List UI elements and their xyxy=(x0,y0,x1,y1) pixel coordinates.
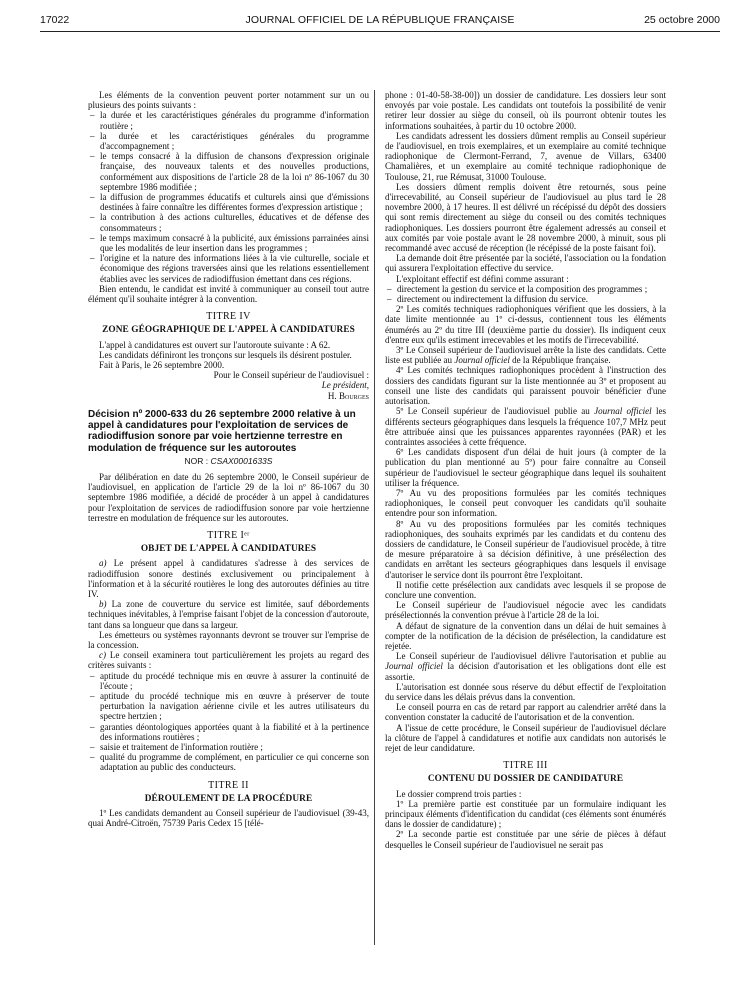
section-subtitle: ZONE GÉOGRAPHIQUE DE L'APPEL À CANDIDATURES xyxy=(102,325,355,336)
signature-place-date: Fait à Paris, le 26 septembre 2000. xyxy=(99,360,225,371)
section-title: TITRE IV xyxy=(206,311,251,323)
paragraph: L'appel à candidatures est ouvert sur l'autoroute suivante : A 62. xyxy=(99,339,331,350)
right-column xyxy=(385,90,666,850)
decision-title: Décision nº 2000-633 du 26 septembre 2000 relative à un appel à candidatures pour l'exploitation de services de radiodiffusion sonore par voie hertzienne terrestre en modulation de fréquence sur les autoroutes xyxy=(88,408,356,454)
paragraph: 2º La seconde partie est constituée par une série de pièces à défaut desquelles le Conseil supérieur de l'audiovisuel ne serait pas xyxy=(385,829,666,850)
paragraph: A l'issue de cette procédure, le Conseil supérieur de l'audiovisuel déclare la clôture de l'appel à candidatures et notifie aux candidats non autorisés le rejet de leur candidature. xyxy=(385,722,666,753)
section-subtitle: CONTENU DU DOSSIER DE CANDIDATURE xyxy=(427,774,624,785)
section-subtitle: DÉROULEMENT DE LA PROCÉDURE xyxy=(144,793,313,804)
column-divider xyxy=(374,90,375,945)
list-item: – directement ou indirectement la diffusion du service. xyxy=(385,294,666,304)
journal-title: JOURNAL OFFICIEL DE LA RÉPUBLIQUE FRANÇAISE xyxy=(245,14,515,26)
left-column xyxy=(88,90,369,828)
paragraph: Bien entendu, le candidat est invité à communiquer au conseil tout autre élément qu'il souhaite intégrer à la convention. xyxy=(88,283,369,305)
criteria-list xyxy=(88,671,369,773)
issue-date: 25 octobre 2000 xyxy=(644,14,720,26)
section-subtitle: OBJET DE L'APPEL À CANDIDATURES xyxy=(140,544,317,555)
paragraph: c) Le conseil examinera tout particulièrement les projets au regard des critères suivants : xyxy=(88,650,369,671)
paragraph: Les candidats adressent les dossiers dûment remplis au Conseil supérieur de l'audiovisuel, en trois exemplaires, et un exemplaire au comité technique radiophonique de Clermont-Ferrand, 7, avenue de Villars, 63400 Chamalières, et un exemplaire au comité technique radiophonique de Toulouse, 21, rue Rémusat, 31000 Toulouse. xyxy=(385,130,666,182)
paragraph: L'exploitant effectif est défini comme assurant : xyxy=(396,273,569,284)
decision-preamble: Par délibération en date du 26 septembre 2000, le Conseil supérieur de l'audiovisuel, en application de l'article 29 de la loi nº 86-1067 du 30 septembre 1986 modifiée, a décidé de procéder à un appel à candidatures pour l'exploitation de services de radiodiffusion sonore par voie hertzienne terrestre en modulation de fréquence sur les autoroutes. xyxy=(88,471,369,523)
paragraph: 5º Le Conseil supérieur de l'audiovisuel publie au Journal officiel les différents secteurs géographiques dans lesquels la fréquence 107,7 MHz peut être attribuée ainsi que les puissances apparentes rayonnées (PAR) et les contraintes associées à cette fréquence. xyxy=(385,406,667,447)
signature-role: Le président, xyxy=(321,380,369,391)
list-item: – aptitude du procédé technique mis en œuvre à assurer la continuité de l'écoute ; xyxy=(88,671,369,691)
paragraph: 8º Au vu des propositions formulées par les comités techniques radiophoniques, des souhaits exprimés par les candidats et du contenu des dossiers de candidature, le Conseil supérieur de l'audiovisuel procède, à titre de mesure préparatoire à sa décision définitive, à une présélection des candidats en arrêtant les secteurs géographiques dans lesquels il envisage d'autoriser le service dont ils pourront être l'exploitant. xyxy=(385,518,666,580)
paragraph: 6º Les candidats disposent d'un délai de huit jours (à compter de la publication du plan mentionné au 5º) pour faire connaître au Conseil supérieur de l'audiovisuel le secteur géographique dans lequel ils souhaitent utiliser la fréquence. xyxy=(385,447,666,488)
page-header xyxy=(40,14,720,30)
paragraph: Le Conseil supérieur de l'audiovisuel négocie avec les candidats présélectionnés la convention prévue à l'article 28 de la loi. xyxy=(385,600,666,621)
paragraph: L'autorisation est donnée sous réserve du début effectif de l'exploitation du service dans les délais prévus dans la convention. xyxy=(385,681,666,702)
list-item: – la durée et les caractéristiques générales du programme d'accompagnement ; xyxy=(88,131,369,151)
list-item: – le temps maximum consacré à la publicité, aux émissions parrainées ainsi que les modalités de leur insertion dans les programmes ; xyxy=(88,233,369,253)
paragraph: Les émetteurs ou systèmes rayonnants devront se trouver sur l'emprise de la concession. xyxy=(88,629,369,650)
paragraph: 2º Les comités techniques radiophoniques vérifient que les dossiers, à la date limite mentionnée au 1º ci-dessus, contiennent tous les éléments énumérés au 2º du titre III (deuxième partie du dossier). Ils indiquent ceux d'entre eux qu'ils estiment irrecevables et les motifs de l'irrecevabilité. xyxy=(385,304,666,345)
paragraph: phone : 01-40-58-38-00]) un dossier de candidature. Les dossiers leur sont envoyés par voie postale. Les candidats ont toutefois la possibilité de venir retirer leur dossier au siège du conseil, où ils pourront obtenir toutes les informations souhaitées, à partir du 10 octobre 2000. xyxy=(385,90,666,131)
paragraph: b) La zone de couverture du service est limitée, sauf débordements techniques inévitables, à l'emprise faisant l'objet de la concession d'autoroute, tant dans sa longueur que dans sa largeur. xyxy=(88,599,369,630)
exploitant-list xyxy=(385,284,666,304)
signatory-name: H. Bourges xyxy=(327,390,369,401)
list-item: – saisie et traitement de l'information routière ; xyxy=(88,742,369,752)
paragraph: Il notifie cette présélection aux candidats avec lesquels il se propose de conclure une convention. xyxy=(385,579,666,600)
list-item: – la diffusion de programmes éducatifs et culturels ainsi que d'émissions destinées à faire connaître les différentes formes d'expression artistique ; xyxy=(88,192,369,212)
section-title: TITRE III xyxy=(503,760,548,772)
paragraph: 1º La première partie est constituée par un formulaire indiquant les principaux éléments d'identification du candidat (ces éléments sont énumérés dans le dossier de candidature) ; xyxy=(385,798,666,830)
paragraph: La demande doit être présentée par la société, l'association ou la fondation qui assurera l'exploitation effective du service. xyxy=(385,253,666,274)
paragraph: Les candidats définiront les tronçons sur lesquels ils désirent postuler. xyxy=(99,349,352,360)
paragraph: Le dossier comprend trois parties : xyxy=(396,788,522,799)
paragraph: 4º Les comités techniques radiophoniques procèdent à l'instruction des dossiers des candidats figurant sur la liste mentionnée au 3º et proposent au conseil une liste des candidats qui paraissent pouvoir bénéficier d'une autorisation. xyxy=(385,365,666,407)
paragraph: 3º Le Conseil supérieur de l'audiovisuel arrête la liste des candidats. Cette liste est publiée au Journal officiel de la République française. xyxy=(385,345,666,366)
paragraph: Le Conseil supérieur de l'audiovisuel délivre l'autorisation et publie au Journal officiel la décision d'autorisation et les obligations dont elle est assortie. xyxy=(385,651,666,682)
paragraph: a) Le présent appel à candidatures s'adresse à des services de radiodiffusion sonore destinés exclusivement ou principalement à l'information et à la sécurité routières le long des autoroutes définies au titre IV. xyxy=(88,558,369,599)
nor-reference: NOR : CSAX0001633S xyxy=(184,455,273,466)
header-rule xyxy=(40,31,720,32)
section-title: TITRE II xyxy=(208,779,249,791)
list-item: – la contribution à des actions culturelles, éducatives et de défense des consommateurs ; xyxy=(88,212,369,232)
convention-points-list xyxy=(88,110,369,283)
paragraph: A défaut de signature de la convention dans un délai de huit semaines à compter de la notification de la décision de présélection, la candidature est rejetée. xyxy=(385,620,666,651)
list-item: – qualité du programme de complément, en particulier ce qui concerne son adaptation au public des conducteurs. xyxy=(88,752,369,772)
list-item: – aptitude du procédé technique mis en œuvre à préserver de toute perturbation la navigation aérienne civile et les autres utilisateurs du spectre hertzien ; xyxy=(88,691,369,722)
list-item: – la durée et les caractéristiques générales du programme d'information routière ; xyxy=(88,110,369,130)
page-number: 17022 xyxy=(40,14,70,26)
paragraph: 7º Au vu des propositions formulées par les comités techniques radiophoniques, le conseil peut convoquer les candidats qu'il souhaite entendre pour son information. xyxy=(385,487,666,519)
list-item: – garanties déontologiques apportées quant à la fiabilité et à la pertinence des informations routières ; xyxy=(88,722,369,742)
list-item: – le temps consacré à la diffusion de chansons d'expression originale française, des nouveaux talents et des nouvelles productions, conformément aux dispositions de l'article 28 de la loi nº 86-1067 du 30 septembre 1986 modifiée ; xyxy=(88,151,369,192)
convention-intro: Les éléments de la convention peuvent porter notamment sur un ou plusieurs des points suivants : xyxy=(88,90,369,111)
paragraph: 1º Les candidats demandent au Conseil supérieur de l'audiovisuel (39-43, quai André-Citroën, 75739 Paris Cedex 15 [télé- xyxy=(88,808,369,829)
section-title: TITRE Iᵉʳ xyxy=(207,529,250,541)
paragraph: Les dossiers dûment remplis doivent être retournés, sous peine d'irrecevabilité, au Conseil supérieur de l'audiovisuel au plus tard le 28 novembre 2000, à 17 heures. Il est délivré un récépissé du dépôt des dossiers qui sont remis directement au siège du conseil ou des comités techniques radiophoniques. Les dossiers pourront être également adressés au conseil et aux comités par voie postale avant le 28 novembre 2000, à minuit, sous pli recommandé avec accusé de réception (le récépissé de la poste faisant foi). xyxy=(385,181,666,254)
signature-authority: Pour le Conseil supérieur de l'audiovisuel : xyxy=(213,370,369,381)
paragraph: Le conseil pourra en cas de retard par rapport au calendrier arrêté dans la convention constater la caducité de l'autorisation et de la convention. xyxy=(385,702,666,723)
list-item: – l'origine et la nature des informations liées à la vie culturelle, sociale et économique des régions traversées ainsi que les relations essentiellement établies avec les services de radiodiffusion émettant dans ces régions. xyxy=(88,253,369,284)
list-item: – directement la gestion du service et la composition des programmes ; xyxy=(385,284,666,294)
